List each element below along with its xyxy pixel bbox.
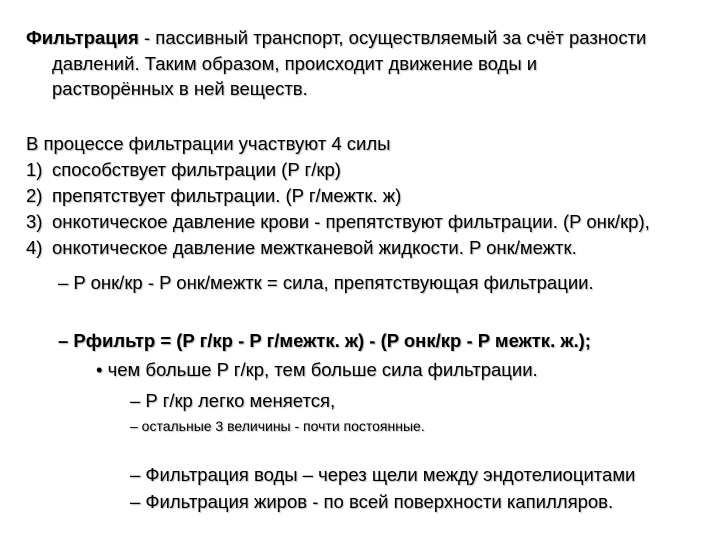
force-item-number: 2) bbox=[26, 185, 43, 206]
force-item-number: 4) bbox=[26, 237, 43, 258]
filtration-formula: – Pфильтр = (P г/кр - P г/межтк. ж) - (P онк/кр - P межтк. ж.); bbox=[58, 330, 591, 351]
force-item-text: препятствует фильтрации. (P г/межтк. ж) bbox=[52, 185, 402, 206]
definition-term: Фильтрация bbox=[26, 27, 139, 48]
formula-sub-2: – остальные 3 величины - почти постоянные. bbox=[130, 418, 425, 434]
force-item-text: онкотическое давление крови - препятствуют фильтрации. (P онк/кр), bbox=[52, 211, 650, 232]
definition-line-2: давлений. Таким образом, происходит движение воды и bbox=[52, 53, 538, 74]
formula-sub-1: – P г/кр легко меняется, bbox=[130, 390, 336, 411]
note-fats: – Фильтрация жиров - по всей поверхности капилляров. bbox=[130, 491, 614, 512]
force-item-number: 1) bbox=[26, 159, 43, 180]
forces-intro: В процессе фильтрации участвуют 4 силы bbox=[26, 133, 391, 154]
definition-line-3: растворённых в ней веществ. bbox=[52, 78, 308, 99]
note-water: – Фильтрация воды – через щели между эндотелиоцитами bbox=[130, 464, 636, 485]
forces-sub-line: – P онк/кр - P онк/межтк = сила, препятствующая фильтрации. bbox=[58, 272, 594, 293]
definition-line-1 bbox=[26, 26, 646, 50]
definition-text: - пассивный транспорт, осуществляемый за счёт разности bbox=[138, 27, 647, 48]
formula-bullet: • чем больше P г/кр, тем больше сила фильтрации. bbox=[96, 359, 538, 380]
force-item-number: 3) bbox=[26, 211, 43, 232]
force-item-text: онкотическое давление межтканевой жидкости. P онк/межтк. bbox=[52, 237, 577, 258]
force-item-text: способствует фильтрации (P г/кр) bbox=[52, 159, 341, 180]
